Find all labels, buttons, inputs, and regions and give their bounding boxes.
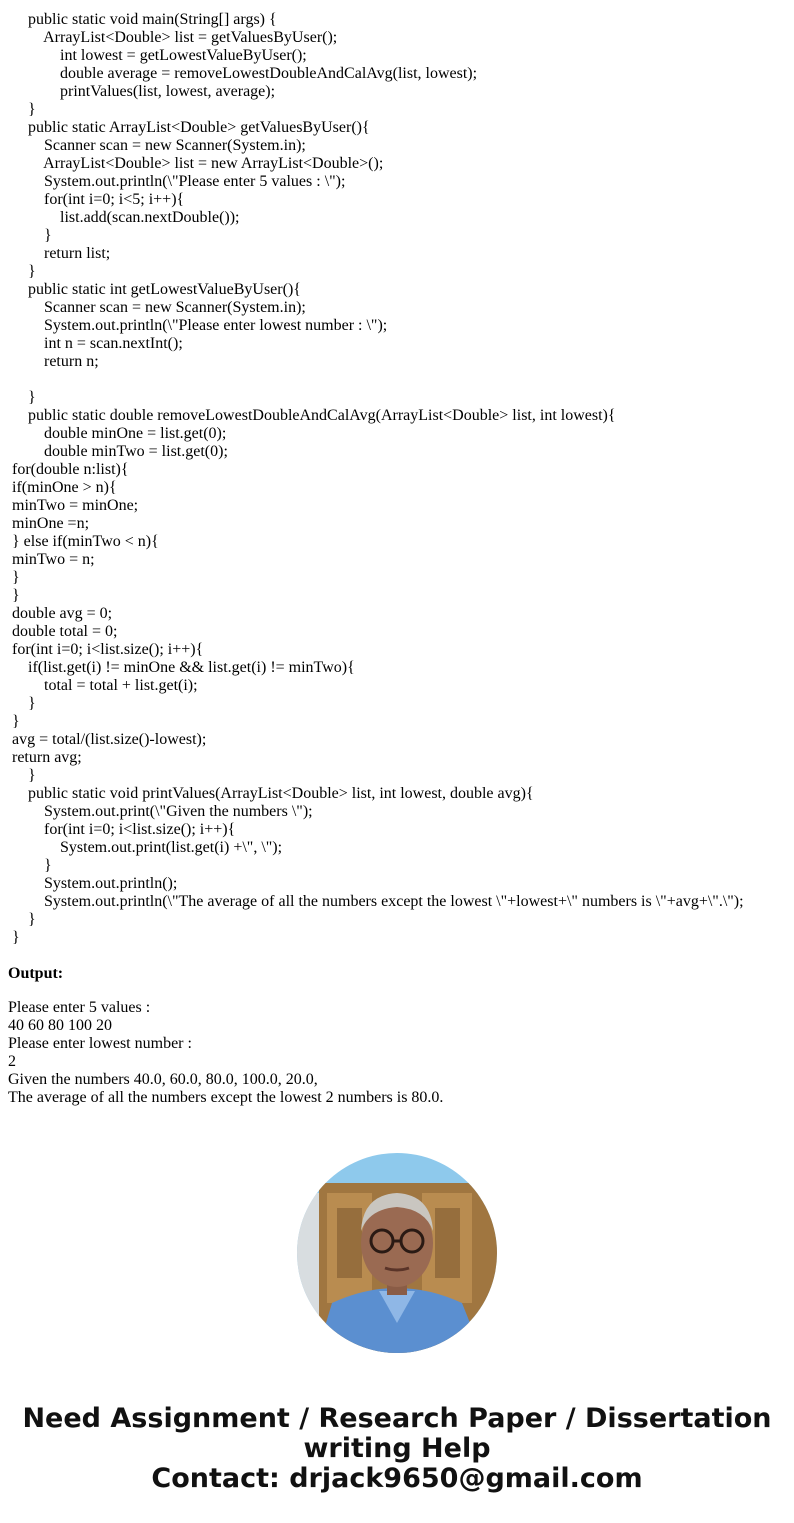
output-line: Please enter 5 values :	[8, 999, 151, 1016]
code-line: } else if(minTwo < n){	[0, 533, 159, 550]
output-line: Given the numbers 40.0, 60.0, 80.0, 100.0, 20.0,	[8, 1071, 318, 1088]
code-line: System.out.print(\"Given the numbers \");	[0, 803, 313, 820]
code-line: public static double removeLowestDoubleAndCalAvg(ArrayList<Double> list, int lowest){	[0, 407, 616, 424]
promo-banner	[0, 1404, 794, 1494]
promo-line-2: writing Help	[303, 1433, 491, 1464]
code-line: return avg;	[0, 749, 82, 766]
code-line: System.out.println();	[0, 875, 178, 892]
code-line: }	[0, 587, 20, 604]
code-line: }	[0, 263, 36, 280]
code-line: System.out.println(\"Please enter 5 values : \");	[0, 173, 346, 190]
code-line: Scanner scan = new Scanner(System.in);	[0, 299, 306, 316]
output-line: 2	[8, 1053, 16, 1070]
code-line: System.out.println(\"Please enter lowest number : \");	[0, 317, 388, 334]
code-line: ArrayList<Double> list = new ArrayList<Double>();	[0, 155, 384, 172]
code-line: for(int i=0; i<list.size(); i++){	[0, 641, 204, 658]
code-line: Scanner scan = new Scanner(System.in);	[0, 137, 306, 154]
code-line: System.out.println(\"The average of all the numbers except the lowest \"+lowest+\" numbers is \"+avg+\".\");	[0, 893, 744, 910]
code-line: printValues(list, lowest, average);	[0, 83, 276, 100]
console-output	[8, 999, 443, 1107]
code-line: }	[0, 767, 36, 784]
code-line: minTwo = n;	[0, 551, 95, 568]
code-line: if(minOne > n){	[0, 479, 117, 496]
code-line: }	[0, 713, 20, 730]
output-heading: Output:	[8, 965, 64, 982]
code-line: System.out.print(list.get(i) +\", \");	[0, 839, 283, 856]
code-line: for(int i=0; i<5; i++){	[0, 191, 185, 208]
code-line: double minOne = list.get(0);	[0, 425, 227, 442]
code-line: public static void printValues(ArrayList<Double> list, int lowest, double avg){	[0, 785, 534, 802]
code-line: public static int getLowestValueByUser(){	[0, 281, 301, 298]
code-line: int lowest = getLowestValueByUser();	[0, 47, 307, 64]
code-line: public static ArrayList<Double> getValuesByUser(){	[0, 119, 370, 136]
output-line: 40 60 80 100 20	[8, 1017, 112, 1034]
code-line: double avg = 0;	[0, 605, 113, 622]
code-line: for(double n:list){	[0, 461, 129, 478]
author-photo-icon	[297, 1153, 497, 1353]
code-line: int n = scan.nextInt();	[0, 335, 183, 352]
code-line: double minTwo = list.get(0);	[0, 443, 228, 460]
code-line: minTwo = minOne;	[0, 497, 139, 514]
code-line: avg = total/(list.size()-lowest);	[0, 731, 207, 748]
code-line: }	[0, 929, 20, 946]
code-line: total = total + list.get(i);	[0, 677, 198, 694]
code-line: for(int i=0; i<list.size(); i++){	[0, 821, 236, 838]
code-line: double average = removeLowestDoubleAndCalAvg(list, lowest);	[0, 65, 478, 82]
code-line: public static void main(String[] args) {	[0, 11, 277, 28]
code-line: }	[0, 101, 36, 118]
code-line: }	[0, 911, 36, 928]
code-line: return n;	[0, 353, 99, 370]
code-line: }	[0, 695, 36, 712]
code-line: }	[0, 569, 20, 586]
code-line: if(list.get(i) != minOne && list.get(i) != minTwo){	[0, 659, 355, 676]
code-line: ArrayList<Double> list = getValuesByUser();	[0, 29, 338, 46]
promo-line-1: Need Assignment / Research Paper / Dissertation	[22, 1403, 772, 1434]
code-line: }	[0, 857, 52, 874]
code-listing	[0, 11, 794, 947]
code-line: }	[0, 227, 52, 244]
author-photo	[297, 1153, 497, 1353]
code-line: }	[0, 389, 36, 406]
code-line	[0, 371, 794, 389]
code-line: minOne =n;	[0, 515, 90, 532]
output-line: Please enter lowest number :	[8, 1035, 192, 1052]
code-line: return list;	[0, 245, 111, 262]
code-line: double total = 0;	[0, 623, 118, 640]
output-line: The average of all the numbers except the lowest 2 numbers is 80.0.	[8, 1089, 444, 1106]
code-line: list.add(scan.nextDouble());	[0, 209, 240, 226]
promo-contact: Contact: drjack9650@gmail.com	[151, 1463, 643, 1494]
